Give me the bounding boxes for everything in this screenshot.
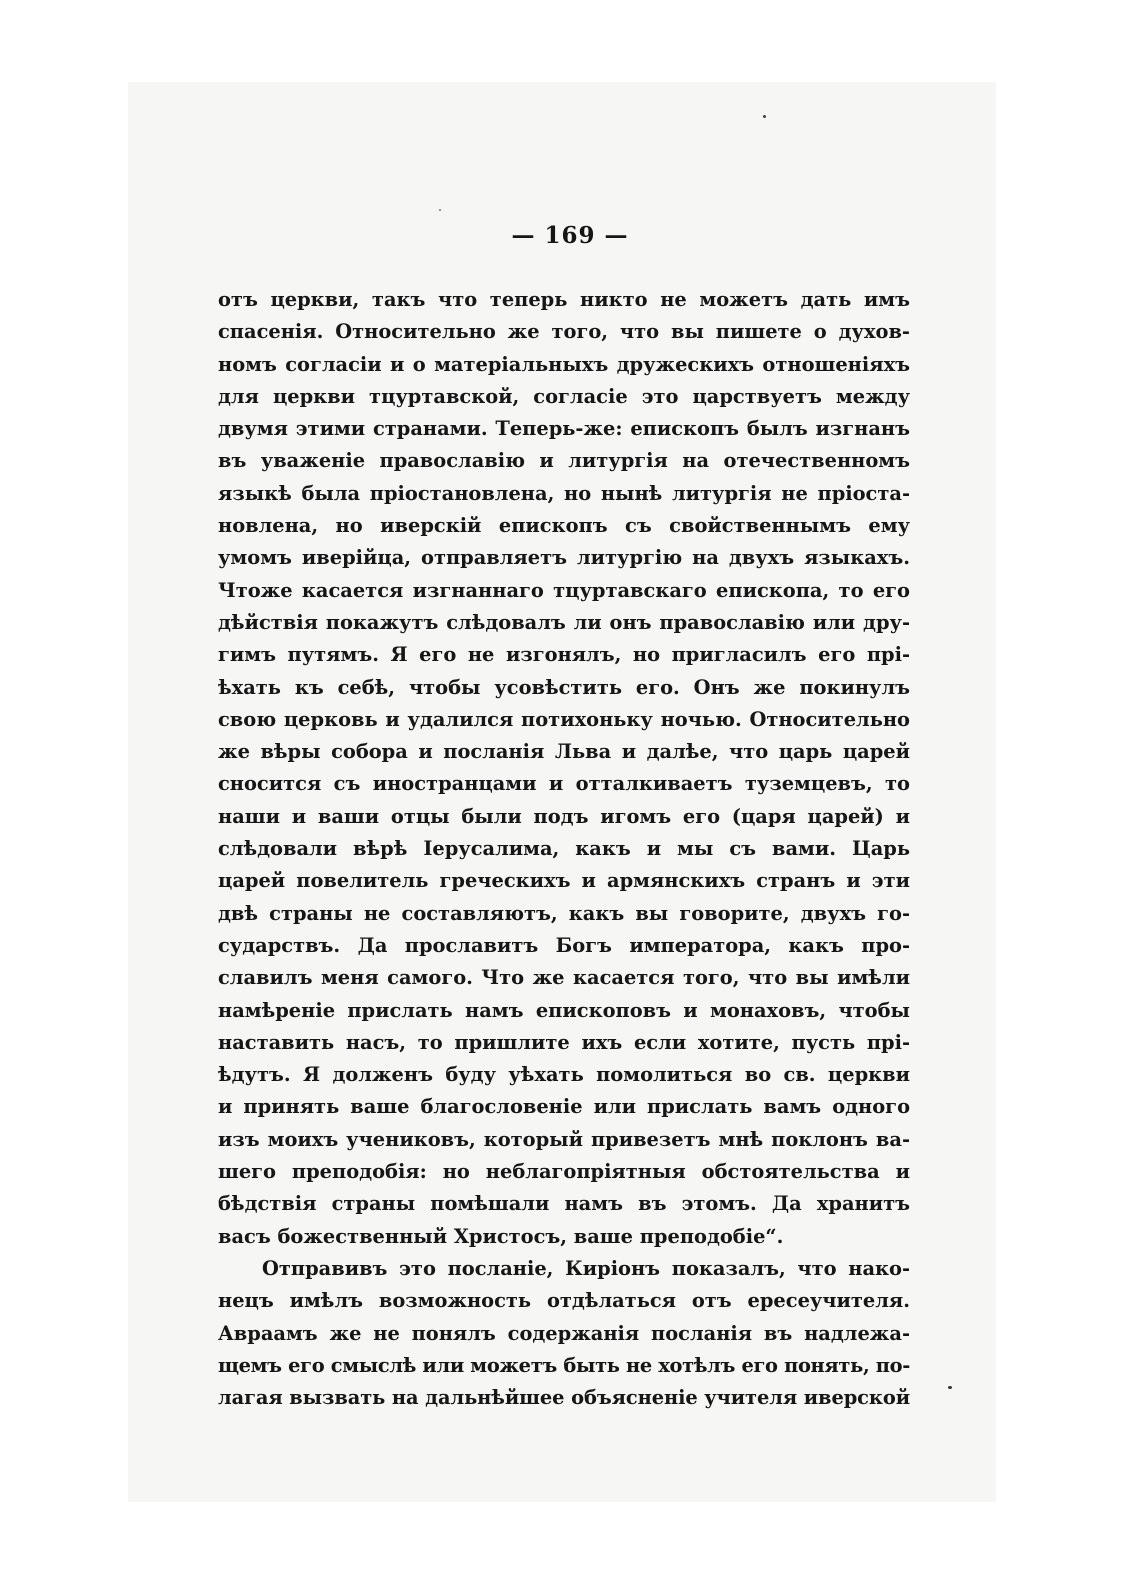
text-line: васъ божественный Христосъ, ваше преподобіе“. [218,1224,784,1248]
text-line: бѣдствія страны помѣшали намъ въ этомъ. Да хранитъ [218,1192,910,1216]
text-line: сносится съ иностранцами и отталкиваетъ туземцевъ, то [218,772,910,796]
text-line: двумя этими странами. Теперь-же: епископъ былъ изгнанъ [218,417,910,441]
text-line: Отправивъ это посланіе, Киріонъ показалъ, что нако- [262,1256,910,1280]
text-line: наши и ваши отцы были подъ игомъ его (царя царей) и [218,804,910,828]
text-line: въ уваженіе православію и литургія на отечественномъ [218,449,910,473]
speck-mark [763,115,766,118]
text-line: Чтоже касается изгнаннаго тцуртавскаго епископа, то его [218,578,910,602]
text-line: спасенія. Относительно же того, что вы пишете о духов- [218,320,910,344]
text-line: нецъ имѣлъ возможность отдѣлаться отъ ересеучителя. [218,1289,910,1313]
text-line: языкѣ была пріостановлена, но нынѣ литургія не пріоста- [218,481,910,505]
text-line: шего преподобія: но неблагопріятныя обстоятельства и [218,1160,910,1184]
text-line: намѣреніе прислать намъ епископовъ и монаховъ, чтобы [218,998,910,1022]
text-line: новлена, но иверскій епископъ съ свойственнымъ ему [218,514,910,538]
text-line: Авраамъ же не понялъ содержанія посланія въ надлежа- [218,1321,910,1345]
text-line: сударствъ. Да прославитъ Богъ императора, какъ про- [218,933,910,957]
page-number: — 169 — [511,222,629,249]
speck-mark [948,1386,952,1389]
text-line: дѣйствія покажутъ слѣдовалъ ли онъ православію или дру- [218,610,910,634]
text-line: и принять ваше благословеніе или прислать вамъ одного [218,1095,910,1119]
text-line: для церкви тцуртавской, согласіе это царствуетъ между [218,384,910,408]
body-text [218,284,910,1414]
text-line: номъ согласіи и о матеріальныхъ дружескихъ отношеніяхъ [218,352,910,376]
text-line: славилъ меня самого. Что же касается того, что вы имѣли [218,966,910,990]
text-line: двѣ страны не составляютъ, какъ вы говорите, двухъ го- [218,901,910,925]
speck-mark [439,209,441,211]
text-line: же вѣры собора и посланія Льва и далѣе, что царь царей [218,740,910,764]
text-line: ѣдутъ. Я долженъ буду уѣхать помолиться во св. церкви [218,1063,910,1087]
text-line: отъ церкви, такъ что теперь никто не можетъ дать имъ [218,288,910,311]
text-line: щемъ его смыслѣ или можетъ быть не хотѣлъ его понять, по- [218,1353,910,1377]
text-line: ѣхать къ себѣ, чтобы усовѣстить его. Онъ же покинулъ [218,675,910,699]
text-line: лагая вызвать на дальнѣйшее объясненіе учителя иверской [218,1386,910,1410]
text-line: свою церковь и удалился потихоньку ночью. Относительно [218,707,910,731]
text-line: царей повелитель греческихъ и армянскихъ странъ и эти [218,869,910,893]
text-line: наставить насъ, то пришлите ихъ если хотите, пусть прі- [218,1030,910,1054]
text-line: умомъ иверійца, отправляетъ литургію на двухъ языкахъ. [218,546,910,570]
text-line: гимъ путямъ. Я его не изгонялъ, но пригласилъ его прі- [218,643,910,667]
text-line: изъ моихъ учениковъ, который привезетъ мнѣ поклонъ ва- [218,1127,910,1151]
text-line: слѣдовали вѣрѣ Іерусалима, какъ и мы съ вами. Царь [218,837,910,861]
